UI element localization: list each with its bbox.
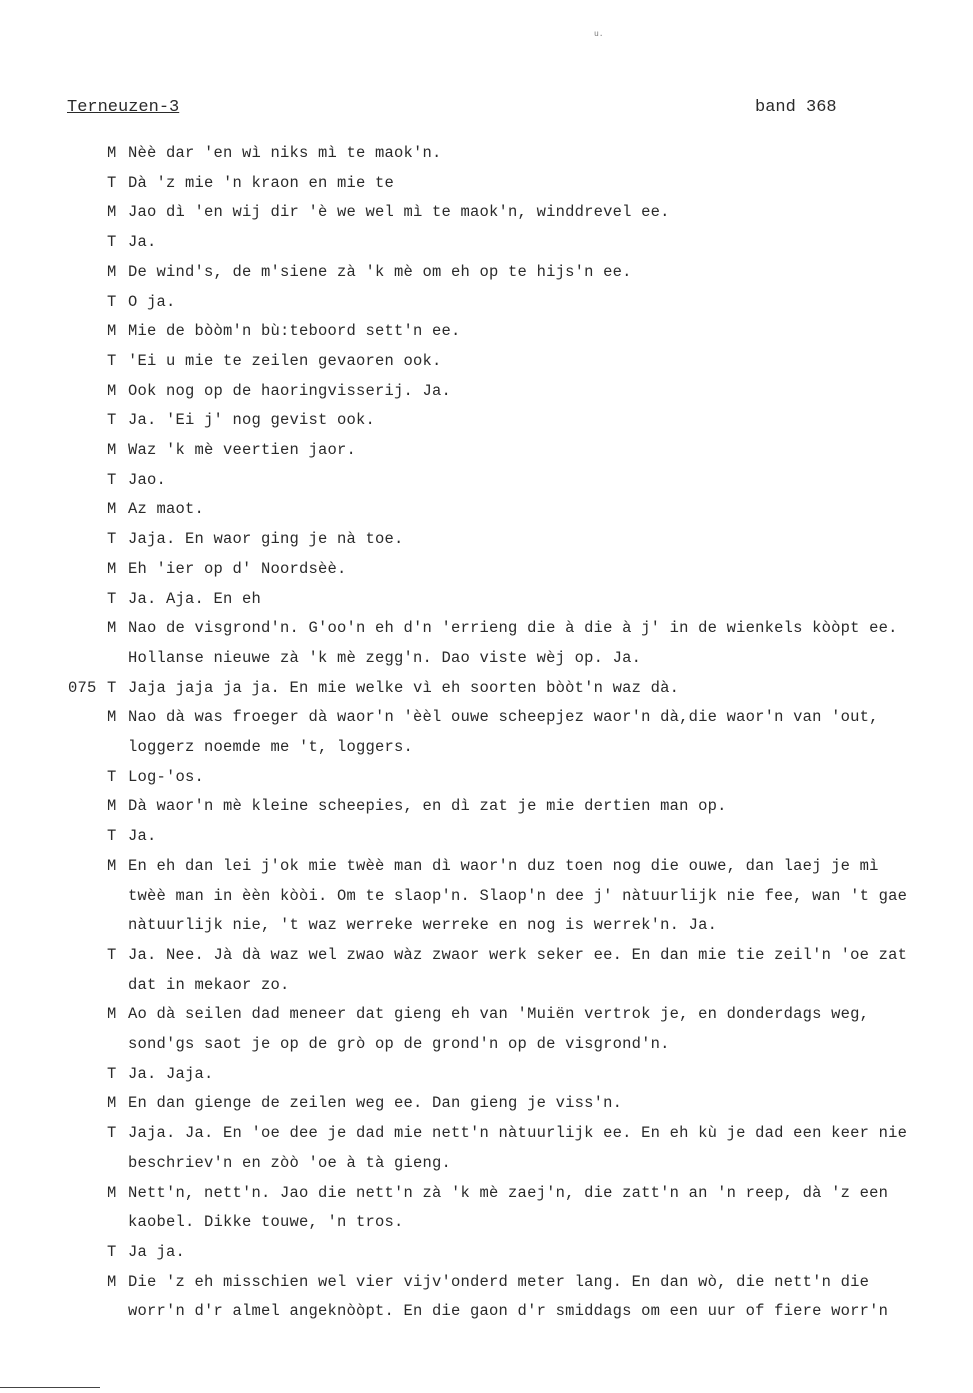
utterance-text: Die 'z eh misschien wel vier vijv'onderd meter lang. En dan wò, die nett'n die — [128, 1272, 870, 1291]
utterance-text: Nett'n, nett'n. Jao die nett'n zà 'k mè zaej'n, die zatt'n an 'n reep, dà 'z een — [128, 1183, 889, 1202]
utterance-text: Ook nog op de haoringvisserij. Ja. — [128, 381, 452, 400]
utterance-text: Jaja. En waor ging je nà toe. — [128, 530, 404, 549]
speaker-label: M — [107, 262, 117, 281]
document-title: Terneuzen-3 — [67, 98, 180, 117]
speaker-label: M — [107, 1005, 117, 1024]
speaker-label: T — [107, 351, 117, 370]
top-mark: u. — [594, 30, 604, 39]
speaker-label: M — [107, 797, 117, 816]
utterance-text: Mie de bòòm'n bù:teboord sett'n ee. — [128, 322, 461, 341]
speaker-label: T — [107, 678, 117, 697]
speaker-label: T — [107, 1124, 117, 1143]
speaker-label: M — [107, 708, 117, 727]
utterance-text: Jao. — [128, 470, 167, 489]
speaker-label: M — [107, 856, 117, 875]
utterance-text: Ja. 'Ei j' nog gevist ook. — [128, 411, 376, 430]
utterance-continuation: Hollanse nieuwe zà 'k mè zegg'n. Dao viste wèj op. Ja. — [128, 648, 642, 667]
speaker-label: T — [107, 767, 117, 786]
speaker-label: M — [107, 1272, 117, 1291]
speaker-label: T — [107, 292, 117, 311]
utterance-continuation: nàtuurlijk nie, 't waz werreke werreke en nog is werrek'n. Ja. — [128, 916, 718, 935]
utterance-continuation: twèè man in èèn kòòi. Om te slaop'n. Slaop'n dee j' nàtuurlijk nie fee, wan 't gae — [128, 886, 908, 905]
utterance-text: Ao dà seilen dad meneer dat gieng eh van 'Muiën vertrok je, en donderdags weg, — [128, 1005, 870, 1024]
utterance-text: En eh dan lei j'ok mie twèè man dì waor'n duz toen nog die ouwe, dan laej je mì — [128, 856, 879, 875]
utterance-text: Waz 'k mè veertien jaor. — [128, 441, 357, 459]
speaker-label: M — [107, 1183, 117, 1202]
utterance-text: Jao dì 'en wij dir 'è we wel mì te maok'n, winddrevel ee. — [128, 203, 670, 222]
utterance-text: Ja. — [128, 233, 157, 252]
speaker-label: M — [107, 144, 117, 162]
speaker-label: T — [107, 411, 117, 430]
utterance-text: Ja. Nee. Jà dà waz wel zwao wàz zwaor werk seker ee. En dan mie tie zeil'n 'oe zat — [128, 945, 908, 964]
utterance-text: O ja. — [128, 292, 176, 311]
utterance-continuation: dat in mekaor zo. — [128, 975, 290, 994]
utterance-text: Az maot. — [128, 500, 205, 519]
speaker-label: T — [107, 945, 117, 964]
utterance-continuation: sond'gs saot je op de grò op de grond'n op de visgrond'n. — [128, 1035, 670, 1053]
utterance-text: Ja. — [128, 827, 157, 846]
speaker-label: M — [107, 619, 117, 638]
utterance-text: En dan gienge de zeilen weg ee. Dan gieng je viss'n. — [128, 1094, 623, 1113]
utterance-text: Jaja. Ja. En 'oe dee je dad mie nett'n nàtuurlijk ee. En eh kù je dad een keer nie — [128, 1124, 908, 1143]
speaker-label: M — [107, 203, 117, 222]
utterance-text: Dà waor'n mè kleine scheepies, en dì zat je mie dertien man op. — [128, 797, 727, 816]
footer-rule — [0, 1387, 100, 1388]
speaker-label: T — [107, 233, 117, 252]
speaker-label: T — [107, 1064, 117, 1083]
speaker-label: T — [107, 470, 117, 489]
speaker-label: T — [107, 530, 117, 549]
utterance-text: Jaja jaja ja ja. En mie welke vì eh soorten bòòt'n waz dà. — [128, 678, 680, 697]
utterance-text: Log-'os. — [128, 767, 205, 786]
speaker-label: M — [107, 1094, 117, 1113]
utterance-text: De wind's, de m'siene zà 'k mè om eh op te hijs'n ee. — [128, 262, 632, 281]
utterance-continuation: worr'n d'r almel angeknòòpt. En die gaon d'r smiddags om een uur of fiere worr'n — [128, 1302, 889, 1321]
utterance-text: Ja. Aja. En eh — [128, 589, 262, 608]
utterance-text: 'Ei u mie te zeilen gevaoren ook. — [128, 351, 442, 370]
speaker-label: T — [107, 827, 117, 846]
line-number: 075 — [68, 678, 97, 697]
band-number: band 368 — [755, 98, 837, 117]
utterance-text: Nèè dar 'en wì niks mì te maok'n. — [128, 144, 442, 162]
speaker-label: T — [107, 1242, 117, 1261]
speaker-label: M — [107, 322, 117, 341]
utterance-continuation: kaobel. Dikke touwe, 'n tros. — [128, 1213, 404, 1232]
utterance-continuation: beschriev'n en zòò 'oe à tà gieng. — [128, 1153, 452, 1172]
speaker-label: M — [107, 500, 117, 519]
speaker-label: T — [107, 173, 117, 192]
speaker-label: T — [107, 589, 117, 608]
speaker-label: M — [107, 559, 117, 578]
speaker-label: M — [107, 381, 117, 400]
utterance-text: Dà 'z mie 'n kraon en mie te — [128, 173, 395, 192]
utterance-text: Nao de visgrond'n. G'oo'n eh d'n 'errieng die à die à j' in de wienkels kòòpt ee. — [128, 619, 898, 638]
utterance-text: Nao dà was froeger dà waor'n 'èèl ouwe scheepjez waor'n dà,die waor'n van 'out, — [128, 708, 879, 727]
speaker-label: M — [107, 441, 117, 459]
utterance-continuation: loggerz noemde me 't, loggers. — [128, 738, 414, 756]
utterance-text: Ja ja. — [128, 1242, 186, 1261]
utterance-text: Ja. Jaja. — [128, 1064, 214, 1083]
utterance-text: Eh 'ier op d' Noordsèè. — [128, 559, 347, 578]
